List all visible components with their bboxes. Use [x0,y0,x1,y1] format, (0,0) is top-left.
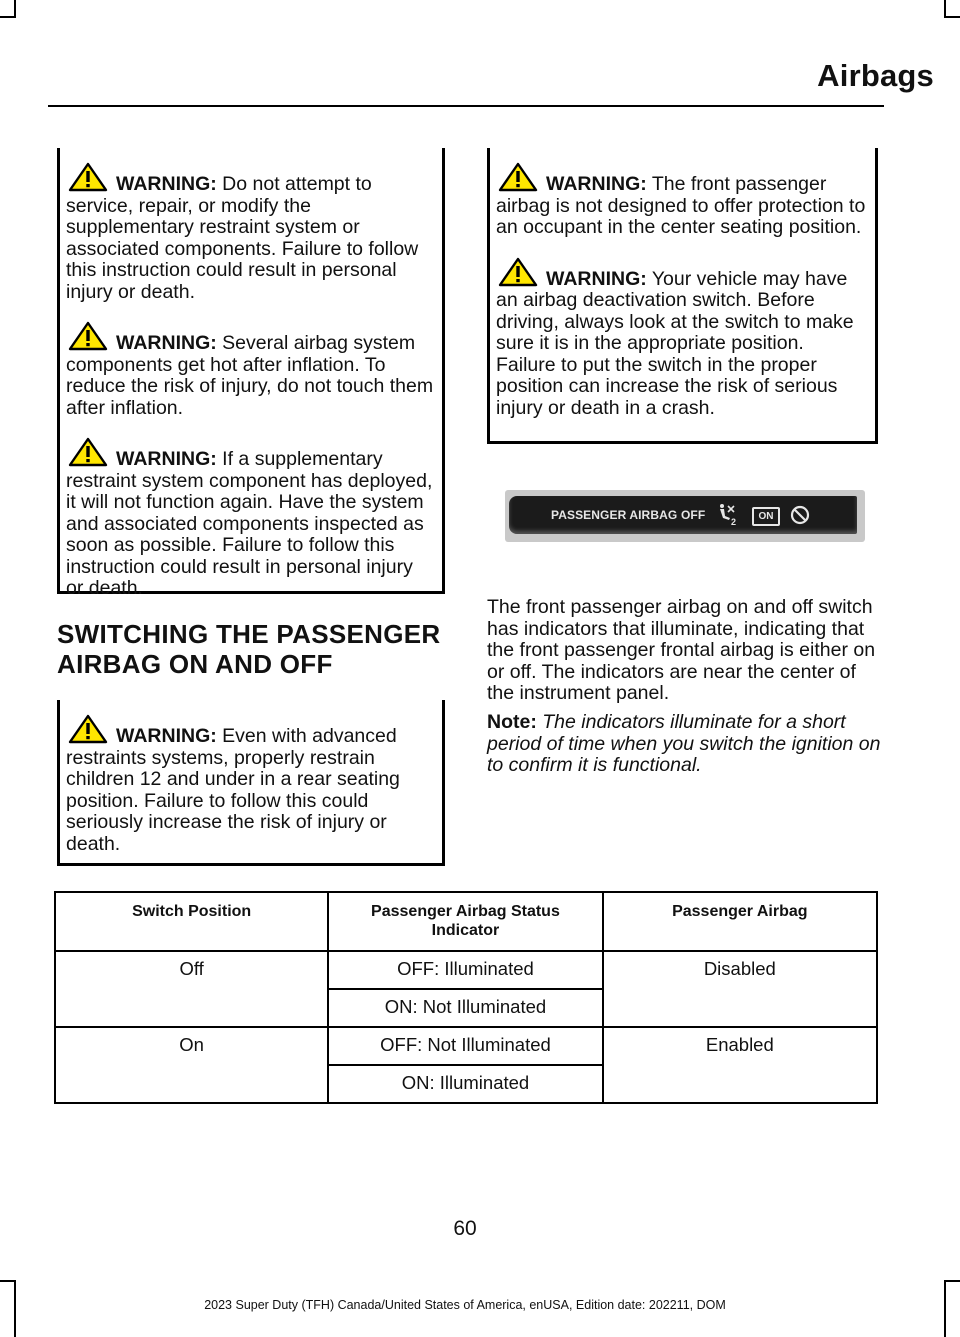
page-title: Airbags [817,58,934,93]
indicator-label: PASSENGER AIRBAG [551,508,678,522]
indicator-off-label: OFF [681,508,706,522]
body-paragraph: The front passenger airbag on and off switch has indicators that illuminate, indicating that the front passenger frontal airbag is either on or off. The indicators are near the center of the instrument panel. [487,596,876,704]
crop-mark [0,1280,16,1282]
page-number: 60 [453,1217,477,1240]
header-divider [48,105,884,107]
warning-label: WARNING: [116,173,217,195]
airbag-state-cell: Disabled [603,951,877,1027]
indicator-panel [509,496,857,534]
airbag-status-table [54,891,878,1104]
table-row [55,951,877,989]
warning-box-right [487,148,878,444]
crop-mark [944,1280,960,1282]
switch-position-cell: Off [55,951,328,1027]
section-heading-line: AIRBAG ON AND OFF [57,649,333,679]
crop-mark [944,1280,946,1337]
warning-paragraph [66,714,434,855]
warning-label: WARNING: [116,332,217,354]
airbag-state-cell: Enabled [603,1027,877,1103]
note-paragraph [487,712,881,777]
note-text: The indicators illuminate for a short period of time when you switch the ignition on to confirm it is functional. [487,711,881,776]
warning-box-left [57,148,445,599]
note-label: Note: [487,711,537,733]
warning-triangle-icon [498,162,538,192]
passenger-airbag-indicator-image [505,490,865,542]
warning-label: WARNING: [116,725,217,747]
warning-triangle-icon [68,437,108,467]
crop-mark [944,16,960,18]
warning-text: Several airbag system components get hot after inflation. To reduce the risk of injury, do not touch them after inflation. [66,332,434,419]
warning-paragraph [496,162,867,239]
warning-text: Your vehicle may have an airbag deactivation switch. Before driving, always look at the switch to make sure it is in the appropriate position. Failure to put the switch in the proper position can increase the risk of serious injury or death in a crash. [496,267,854,419]
warning-triangle-icon [68,162,108,192]
column-header: Passenger Airbag Status Indicator [328,892,602,951]
table-row [55,1027,877,1065]
column-header: Passenger Airbag [603,892,877,951]
warning-text: Even with advanced restraints systems, properly restrain children 12 and under in a rear seating position. Failure to follow this could seriously increase the risk of injury or death. [66,725,400,855]
passenger-seat-airbag-icon [716,503,738,527]
table-header-row [55,892,877,951]
warning-paragraph [496,257,867,420]
airbag-disabled-icon [790,505,810,525]
warning-paragraph [66,321,434,419]
crop-mark [0,16,16,18]
warning-triangle-icon [498,257,538,287]
warning-text: Do not attempt to service, repair, or modify the supplementary restraint system or associated components. Failure to follow this instruction could result in personal injury or death. [66,173,419,303]
column-header: Switch Position [55,892,328,951]
warning-box-section [57,700,445,866]
warning-paragraph [66,162,434,303]
seat-number: 2 [731,517,737,527]
warning-text: The front passenger airbag is not designed to offer protection to an occupant in the center seating position. [496,173,866,238]
indicator-status-cell: ON: Illuminated [328,1065,602,1103]
page-footer: 2023 Super Duty (TFH) Canada/United States of America, enUSA, Edition date: 202211, DOM [204,1298,726,1312]
warning-label: WARNING: [546,173,647,195]
warning-label: WARNING: [546,267,647,290]
section-heading-line: SWITCHING THE PASSENGER [57,619,441,649]
switch-position-cell: On [55,1027,328,1103]
warning-text: If a supplementary restraint system component has deployed, it will not function again. Have the system and associated components inspected as soon as possible. Failure to follow this instruction could result in personal injury or death. [66,448,433,599]
section-heading [57,619,457,679]
indicator-status-cell: ON: Not Illuminated [328,989,602,1027]
warning-paragraph [66,437,434,600]
indicator-status-cell: OFF: Not Illuminated [328,1027,602,1065]
indicator-on-label: ON [752,507,780,526]
warning-triangle-icon [68,321,108,351]
warning-triangle-icon [68,714,108,744]
warning-label: WARNING: [116,448,217,470]
indicator-status-cell: OFF: Illuminated [328,951,602,989]
